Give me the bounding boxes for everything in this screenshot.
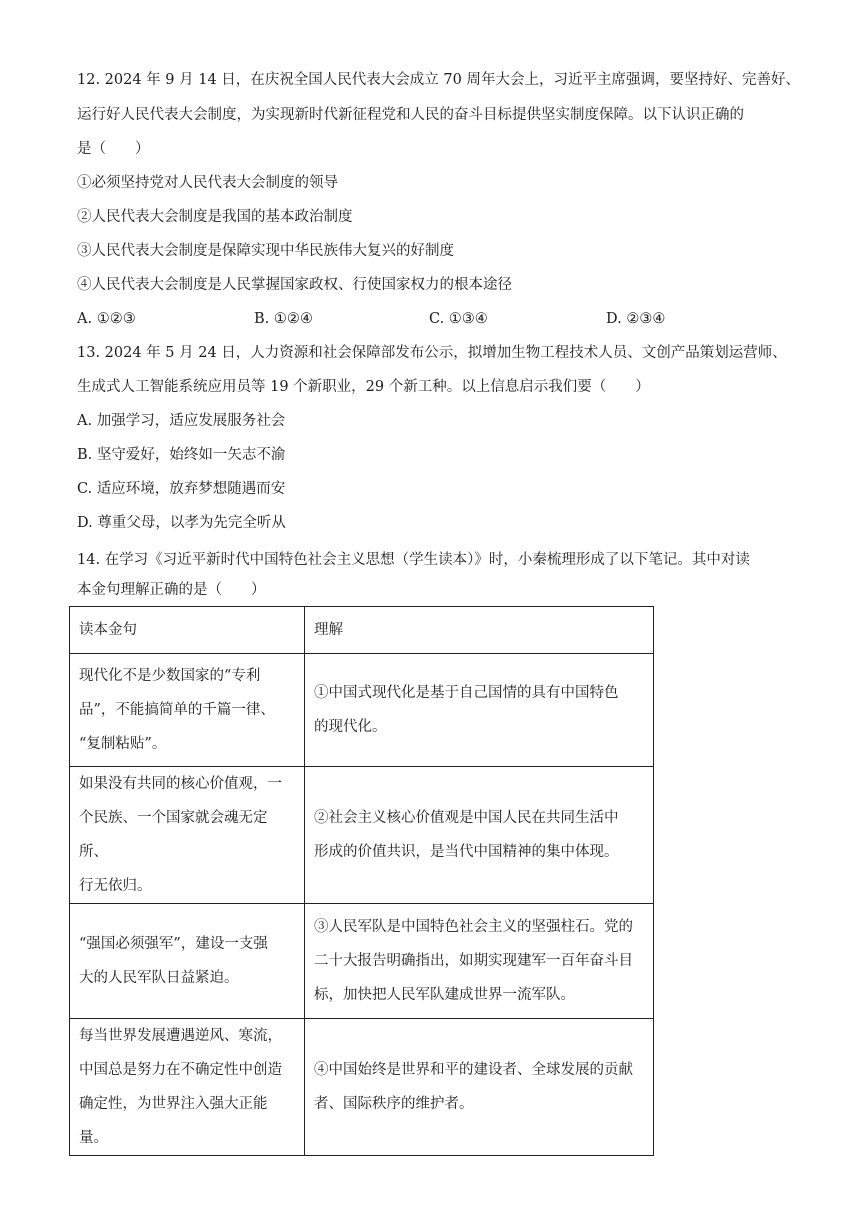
quote-cell xyxy=(70,1019,305,1156)
table-row xyxy=(70,904,654,1019)
quote-text: 如果没有共同的核心价值观，一 个民族、一个国家就会魂无定所、 行无依归。 xyxy=(79,776,282,894)
q12-stem-line-3: 是（ ） xyxy=(77,141,150,157)
q14-stem-line-2: 本金句理解正确的是（ ） xyxy=(77,582,266,598)
understanding-text: ①中国式现代化是基于自己国情的具有中国特色 的现代化。 xyxy=(314,685,619,735)
understanding-cell xyxy=(305,904,654,1019)
quote-cell xyxy=(70,767,305,904)
q12-statement-4: ④人民代表大会制度是人民掌握国家政权、行使国家权力的根本途径 xyxy=(77,277,512,293)
q13-option-c: C. 适应环境，放弃梦想随遇而安 xyxy=(77,481,286,497)
table-header-row xyxy=(70,607,654,654)
understanding-text: ③人民军队是中国特色社会主义的坚强柱石。党的 二十大报告明确指出，如期实现建军一百年奋斗目 标，加快把人民军队建成世界一流军队。 xyxy=(314,919,633,1003)
table-row xyxy=(70,654,654,767)
q12-option-d: D. ②③④ xyxy=(606,311,666,327)
q13-option-a: A. 加强学习，适应发展服务社会 xyxy=(77,413,286,429)
q12-option-c: C. ①③④ xyxy=(429,311,488,327)
q14-stem-line-1: 14. 在学习《习近平新时代中国特色社会主义思想（学生读本）》时，小秦梳理形成了以下笔记。其中对读 xyxy=(77,552,750,568)
q14-notes-table xyxy=(69,606,654,1156)
understanding-cell xyxy=(305,1019,654,1156)
q13-stem-line-1: 13. 2024 年 5 月 24 日，人力资源和社会保障部发布公示，拟增加生物工程技术人员、文创产品策划运营师、 xyxy=(77,345,787,361)
quote-text: 每当世界发展遭遇逆风、寒流， 中国总是努力在不确定性中创造 确定性，为世界注入强大正能量。 xyxy=(79,1028,282,1146)
table-row xyxy=(70,1019,654,1156)
understanding-cell xyxy=(305,654,654,767)
understanding-text: ④中国始终是世界和平的建设者、全球发展的贡献 者、国际秩序的维护者。 xyxy=(314,1062,633,1112)
q12-option-b: B. ①②④ xyxy=(254,311,313,327)
quote-cell xyxy=(70,654,305,767)
q12-option-a: A. ①②③ xyxy=(77,311,136,327)
q12-statement-2: ②人民代表大会制度是我国的基本政治制度 xyxy=(77,209,353,225)
quote-text: 现代化不是少数国家的“专利 品”，不能搞简单的千篇一律、 “复制粘贴”。 xyxy=(79,668,275,752)
q13-option-b: B. 坚守爱好，始终如一矢志不渝 xyxy=(77,447,286,463)
q12-statement-3: ③人民代表大会制度是保障实现中华民族伟大复兴的好制度 xyxy=(77,243,454,259)
table-row xyxy=(70,767,654,904)
q13-stem-line-2: 生成式人工智能系统应用员等 19 个新职业，29 个新工种。以上信息启示我们要（ ） xyxy=(77,379,650,395)
q12-stem-line-1: 12. 2024 年 9 月 14 日，在庆祝全国人民代表大会成立 70 周年大会上，习近平主席强调，要坚持好、完善好、 xyxy=(77,72,800,88)
header-quote: 读本金句 xyxy=(70,607,305,654)
q12-statement-1: ①必须坚持党对人民代表大会制度的领导 xyxy=(77,175,338,191)
quote-cell xyxy=(70,904,305,1019)
understanding-cell xyxy=(305,767,654,904)
header-understanding: 理解 xyxy=(305,607,654,654)
q12-options xyxy=(77,309,777,329)
q12-stem-line-2: 运行好人民代表大会制度，为实现新时代新征程党和人民的奋斗目标提供坚实制度保障。以下认识正确的 xyxy=(77,107,744,123)
quote-text: “强国必须强军”，建设一支强 大的人民军队日益紧迫。 xyxy=(79,936,268,986)
understanding-text: ②社会主义核心价值观是中国人民在共同生活中 形成的价值共识，是当代中国精神的集中体现。 xyxy=(314,810,619,860)
q13-option-d: D. 尊重父母，以孝为先完全听从 xyxy=(77,515,286,531)
